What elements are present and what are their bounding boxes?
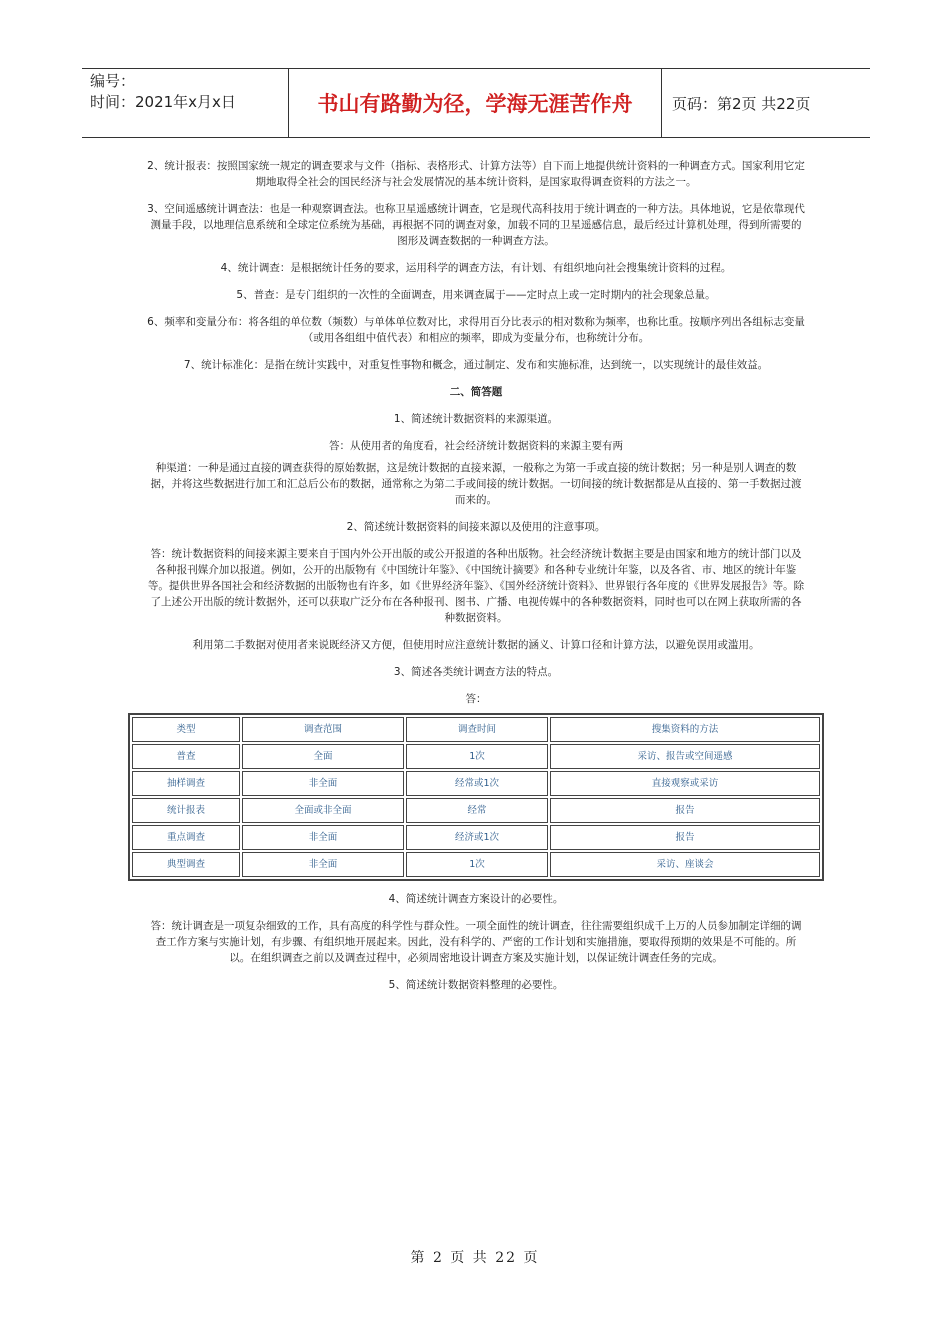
answer-4-body: 答：统计调查是一项复杂细致的工作，具有高度的科学性与群众性。一项全面性的统计调查，往往需要组织成千上万的人员参加制定详细的调查工作方案与实施计划，有步骤、有组织地开展起来。因此，没有科学的、严密的工作计划和实施措施，要取得预期的效果是不可能的。所以。在组织调查之前以及调查过程中，必须周密地设计调查方案及实施计划，以保证统计调查任务的完成。	[150, 920, 802, 964]
paragraph: 2、统计报表：按照国家统一规定的调查要求与文件（指标、表格形式、计算方法等）自下而上地提供统计资料的一种调查方式。国家利用它定期地取得全社会的国民经济与社会发展情况的基本统计资料，是国家取得调查资料的方法之一。	[147, 160, 805, 188]
table-header-cell: 调查范围	[242, 717, 404, 742]
table-cell: 经常或1次	[406, 771, 548, 796]
page-info: 页码：第2页 共22页	[672, 94, 811, 113]
section-title: 二、简答题	[449, 386, 503, 398]
answer-3-label: 答：	[465, 693, 487, 705]
table-cell: 非全面	[242, 825, 404, 850]
question-5: 5、简述统计数据资料整理的必要性。	[388, 979, 564, 991]
answer-1-intro: 答：从使用者的角度看，社会经济统计数据资料的来源主要有两	[329, 440, 623, 452]
table-cell: 经济或1次	[406, 825, 548, 850]
table-cell: 非全面	[242, 852, 404, 877]
table-cell: 经常	[406, 798, 548, 823]
question-2: 2、简述统计数据资料的间接来源以及使用的注意事项。	[346, 521, 606, 533]
motto: 书山有路勤为径，学海无涯苦作舟	[289, 69, 662, 137]
table-row	[132, 744, 820, 769]
table-cell: 重点调查	[132, 825, 240, 850]
question-1: 1、简述统计数据资料的来源渠道。	[393, 413, 559, 425]
table-cell: 全面或非全面	[242, 798, 404, 823]
table-cell: 直接观察或采访	[550, 771, 820, 796]
table-cell: 普查	[132, 744, 240, 769]
header-meta	[82, 69, 289, 137]
table-cell: 1次	[406, 744, 548, 769]
table-header-cell: 搜集资料的方法	[550, 717, 820, 742]
paragraph: 7、统计标准化：是指在统计实践中，对重复性事物和概念，通过制定、发布和实施标准，达到统一，以实现统计的最佳效益。	[183, 359, 769, 371]
table-cell: 采访、座谈会	[550, 852, 820, 877]
question-3: 3、简述各类统计调查方法的特点。	[393, 666, 559, 678]
number-label: 编号：	[90, 72, 136, 90]
table-header-row	[132, 717, 820, 742]
table-cell: 采访、报告或空间遥感	[550, 744, 820, 769]
time-label: 时间：2021年x月x日	[90, 93, 236, 111]
table-cell: 典型调查	[132, 852, 240, 877]
table-row	[132, 771, 820, 796]
document-body	[146, 158, 806, 1004]
paragraph: 6、频率和变量分布：将各组的单位数（频数）与单体单位数对比，求得用百分比表示的相对数称为频率，也称比重。按顺序列出各组标志变量（或用各组组中值代表）和相应的频率，即成为变量分布，也称统计分布。	[147, 316, 805, 344]
table-cell: 1次	[406, 852, 548, 877]
question-4: 4、简述统计调查方案设计的必要性。	[388, 893, 564, 905]
paragraph: 5、普查：是专门组织的一次性的全面调查，用来调查属于——定时点上或一定时期内的社会现象总量。	[236, 289, 716, 301]
answer-1-body: 种渠道：一种是通过直接的调查获得的原始数据，这是统计数据的直接来源，一般称之为第一手或直接的统计数据；另一种是别人调查的数据，并将这些数据进行加工和汇总后公布的数据，通常称之为第二手或间接的统计数据。一切间接的统计数据都是从直接的、第一手数据过渡而来的。	[150, 462, 802, 506]
table-cell: 非全面	[242, 771, 404, 796]
paragraph: 4、统计调查：是根据统计任务的要求，运用科学的调查方法，有计划、有组织地向社会搜集统计资料的过程。	[220, 262, 732, 274]
table-row	[132, 798, 820, 823]
answer-2-note: 利用第二手数据对使用者来说既经济又方便，但使用时应注意统计数据的涵义、计算口径和计算方法，以避免误用或滥用。	[192, 639, 760, 651]
survey-methods-table	[128, 713, 824, 881]
table-row	[132, 852, 820, 877]
table-cell: 报告	[550, 825, 820, 850]
table-cell: 报告	[550, 798, 820, 823]
answer-2-body: 答：统计数据资料的间接来源主要来自于国内外公开出版的或公开报道的各种出版物。社会经济统计数据主要是由国家和地方的统计部门以及各种报刊媒介加以报道。例如，公开的出版物有《中国统计年鉴》、《中国统计摘要》和各种专业统计年鉴，以及各省、市、地区的统计年鉴等。提供世界各国社会和经济数据的出版物也有许多，如《世界经济年鉴》、《国外经济统计资料》、世界银行各年度的《世界发展报告》等。除了上述公开出版的统计数据外，还可以获取广泛分布在各种报刊、图书、广播、电视传媒中的各种数据资料，同时也可以在网上获取所需的各种数据资料。	[147, 548, 805, 624]
page-footer: 第 2 页 共 22 页	[410, 1250, 540, 1266]
table-cell: 全面	[242, 744, 404, 769]
table-cell: 统计报表	[132, 798, 240, 823]
page-header	[82, 68, 870, 138]
table-cell: 抽样调查	[132, 771, 240, 796]
table-header-cell: 调查时间	[406, 717, 548, 742]
table-row	[132, 825, 820, 850]
paragraph: 3、空间遥感统计调查法：也是一种观察调查法。也称卫星遥感统计调查，它是现代高科技用于统计调查的一种方法。具体地说，它是依靠现代测量手段，以地理信息系统和全球定位系统为基础，再根据不同的调查对象，加载不同的卫星遥感信息，最后经过计算机处理，得到所需要的图形及调查数据的一种调查方法。	[147, 203, 805, 247]
table-header-cell: 类型	[132, 717, 240, 742]
